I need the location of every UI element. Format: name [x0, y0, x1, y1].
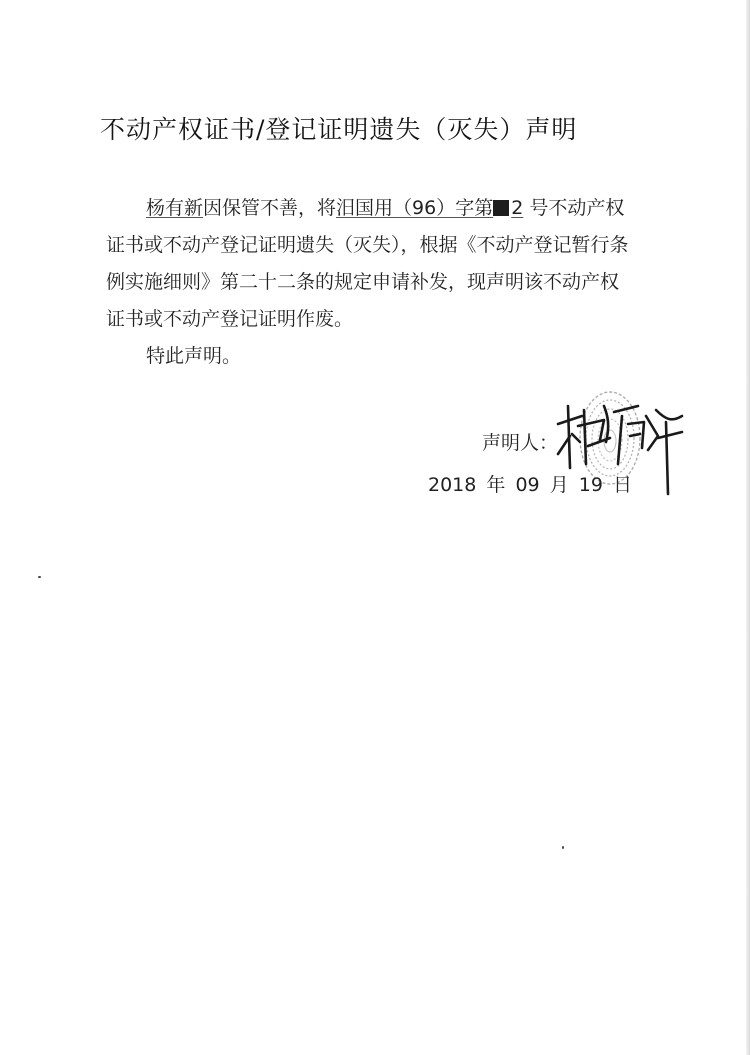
closing-statement: 特此声明。 [146, 345, 242, 367]
declaration-paragraph [106, 190, 636, 338]
scan-edge-shadow [746, 0, 750, 1055]
date-year-unit: 年 [486, 474, 506, 496]
declaration-body [106, 190, 636, 375]
owner-name: 杨有新 [146, 197, 204, 219]
document-title: 不动产权证书/登记证明遗失（灭失）声明 [100, 115, 578, 144]
date-month-unit: 月 [549, 474, 569, 496]
certificate-number-part-1: 汨国用（96）字第 [336, 197, 494, 219]
declaration-date [428, 470, 632, 497]
date-day: 19 [578, 474, 603, 496]
date-day-unit: 日 [613, 474, 633, 496]
date-year: 2018 [428, 474, 477, 496]
declarant-label: 声明人： [482, 432, 559, 454]
redaction-mark [493, 200, 509, 216]
scan-speck [562, 846, 564, 849]
certificate-number-part-2: 2 [511, 197, 524, 219]
date-month: 09 [515, 474, 540, 496]
paragraph-text-1: 因保管不善，将 [203, 197, 337, 219]
paragraph-text-2: 号不动产权证书或不动产登记证明遗失（灭失），根据《不动产登记暂行条例实施细则》第二十二条的规定申请补发，现声明该不动产权证书或不动产登记证明作废。 [106, 197, 629, 330]
scan-speck [38, 576, 41, 578]
